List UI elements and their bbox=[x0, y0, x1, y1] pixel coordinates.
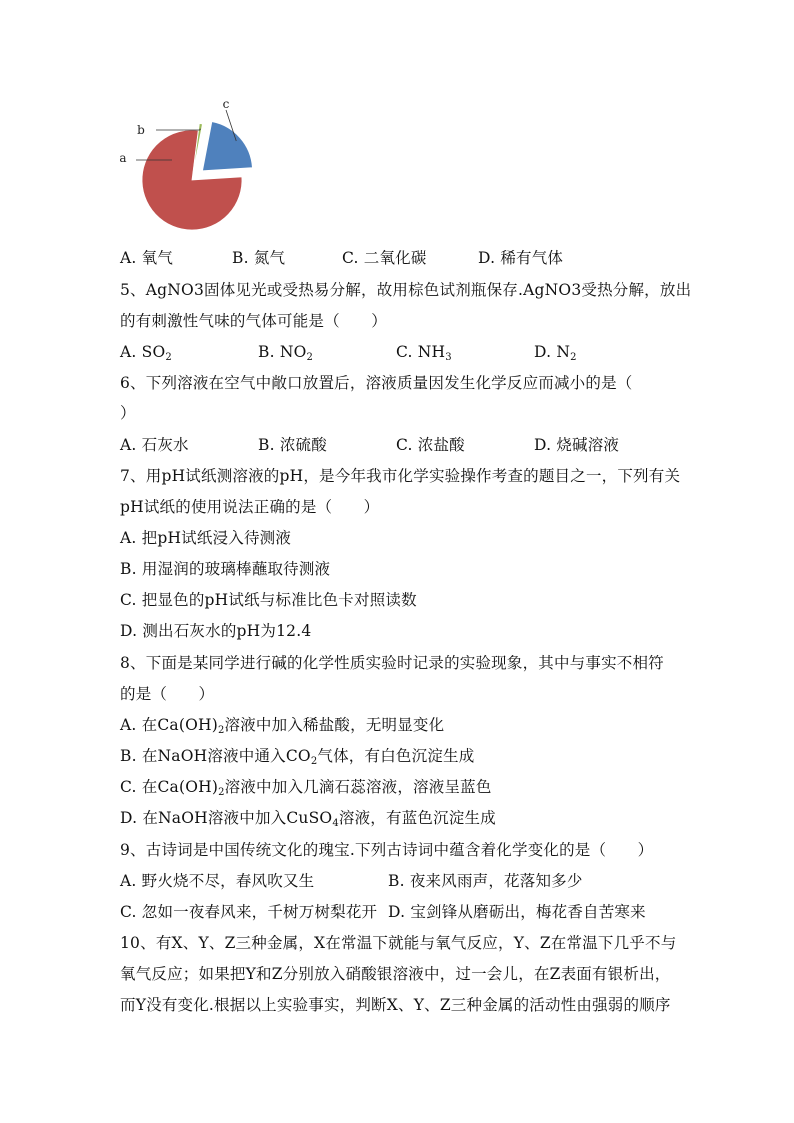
q7-option-c[interactable]: C. 把显色的pH试纸与标准比色卡对照读数 bbox=[120, 591, 417, 609]
q5-option-b[interactable] bbox=[258, 342, 313, 362]
q8-option-a[interactable] bbox=[120, 715, 444, 735]
q5-option-a-text: A. SO bbox=[120, 343, 166, 361]
q9-option-c[interactable]: C. 忽如一夜春风来，千树万树梨花开 bbox=[120, 903, 378, 921]
q9-stem-line1: 9、古诗词是中国传统文化的瑰宝.下列古诗词中蕴含着化学变化的是（ ） bbox=[120, 841, 654, 859]
q8-option-d-post: 溶液，有蓝色沉淀生成 bbox=[338, 809, 496, 827]
q8-option-b-pre: B. 在NaOH溶液中通入CO bbox=[120, 747, 311, 765]
q5-option-a[interactable] bbox=[120, 342, 172, 362]
q8-option-c-sub: 2 bbox=[218, 787, 225, 798]
q9-option-d[interactable]: D. 宝剑锋从磨砺出，梅花香自苦寒来 bbox=[388, 903, 646, 921]
q5-option-c-sub: 3 bbox=[445, 352, 452, 363]
q4-option-c[interactable]: C. 二氧化碳 bbox=[342, 249, 427, 267]
q6-option-b[interactable]: B. 浓硫酸 bbox=[258, 436, 327, 454]
q8-option-a-pre: A. 在Ca(OH) bbox=[120, 716, 218, 734]
q5-option-c[interactable] bbox=[396, 342, 452, 362]
q10-stem-line2: 氧气反应；如果把Y和Z分别放入硝酸银溶液中，过一会儿，在Z表面有银析出， bbox=[120, 965, 671, 983]
q4-option-b[interactable]: B. 氮气 bbox=[232, 249, 286, 267]
q6-option-c[interactable]: C. 浓盐酸 bbox=[396, 436, 465, 454]
pie-label-b: b bbox=[137, 123, 145, 137]
q8-option-b[interactable] bbox=[120, 746, 474, 766]
q6-option-d[interactable]: D. 烧碱溶液 bbox=[534, 436, 620, 454]
q5-option-d[interactable] bbox=[534, 342, 577, 362]
q8-option-c-pre: C. 在Ca(OH) bbox=[120, 778, 219, 796]
pie-label-a: a bbox=[119, 151, 127, 165]
q5-stem-line1: 5、AgNO3固体见光或受热易分解，故用棕色试剂瓶保存.AgNO3受热分解，放出 bbox=[120, 281, 692, 299]
q5-option-d-sub: 2 bbox=[570, 352, 577, 363]
q6-option-a[interactable]: A. 石灰水 bbox=[120, 436, 189, 454]
q5-option-d-text: D. N bbox=[534, 343, 571, 361]
q5-option-b-text: B. NO bbox=[258, 343, 307, 361]
q5-option-b-sub: 2 bbox=[306, 352, 314, 363]
q9-option-b[interactable]: B. 夜来风雨声，花落知多少 bbox=[388, 872, 583, 890]
q7-option-b[interactable]: B. 用湿润的玻璃棒蘸取待测液 bbox=[120, 560, 331, 578]
q8-option-d-sub: 4 bbox=[332, 818, 339, 829]
q7-option-d[interactable]: D. 测出石灰水的pH为12.4 bbox=[120, 622, 312, 640]
q9-option-a[interactable]: A. 野火烧不尽，春风吹又生 bbox=[120, 872, 315, 890]
q6-stem-line2: ） bbox=[120, 404, 136, 422]
pie-label-c: c bbox=[222, 97, 230, 111]
q7-option-a[interactable]: A. 把pH试纸浸入待测液 bbox=[120, 529, 292, 547]
q5-option-c-text: C. NH bbox=[396, 343, 446, 361]
q6-stem-line1: 6、下列溶液在空气中敞口放置后，溶液质量因发生化学反应而减小的是（ bbox=[120, 374, 633, 392]
gas-composition-pie-chart bbox=[110, 92, 280, 237]
q8-option-a-sub: 2 bbox=[217, 725, 225, 736]
q8-option-c[interactable] bbox=[120, 777, 492, 797]
q7-stem-line2: pH试纸的使用说法正确的是（ ） bbox=[120, 498, 380, 516]
q8-option-a-post: 溶液中加入稀盐酸，无明显变化 bbox=[224, 716, 445, 734]
q7-stem-line1: 7、用pH试纸测溶液的pH，是今年我市化学实验操作考查的题目之一，下列有关 bbox=[120, 467, 681, 485]
q8-stem-line2: 的是（ ） bbox=[120, 685, 215, 703]
pie-slice-c bbox=[203, 122, 253, 171]
q8-option-b-post: 气体，有白色沉淀生成 bbox=[317, 747, 475, 765]
q4-option-a[interactable]: A. 氧气 bbox=[120, 249, 174, 267]
q8-option-d[interactable] bbox=[120, 808, 496, 828]
q8-stem-line1: 8、下面是某同学进行碱的化学性质实验时记录的实验现象，其中与事实不相符 bbox=[120, 654, 664, 672]
q4-option-d[interactable]: D. 稀有气体 bbox=[478, 249, 564, 267]
q5-stem-line2: 的有刺激性气味的气体可能是（ ） bbox=[120, 312, 387, 330]
q8-option-b-sub: 2 bbox=[310, 756, 318, 767]
q8-option-c-post: 溶液中加入几滴石蕊溶液，溶液呈蓝色 bbox=[224, 778, 492, 796]
q5-option-a-sub: 2 bbox=[165, 352, 172, 363]
q10-stem-line3: 而Y没有变化.根据以上实验事实，判断X、Y、Z三种金属的活动性由强弱的顺序 bbox=[120, 996, 671, 1014]
q8-option-d-pre: D. 在NaOH溶液中加入CuSO bbox=[120, 809, 333, 827]
q10-stem-line1: 10、有X、Y、Z三种金属，X在常温下就能与氧气反应，Y、Z在常温下几乎不与 bbox=[120, 934, 677, 952]
